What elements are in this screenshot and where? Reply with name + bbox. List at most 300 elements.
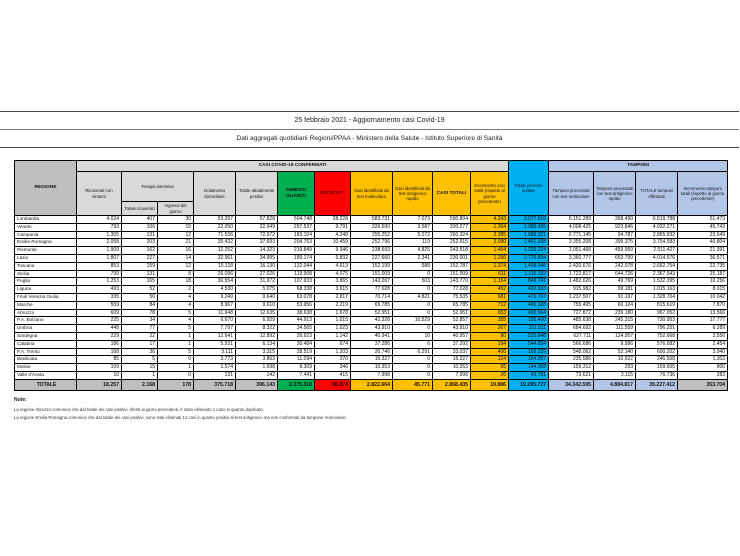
value-cell: 0	[393, 309, 433, 317]
value-cell: 8.309	[278, 364, 315, 372]
value-cell: 5	[158, 309, 194, 317]
value-cell: 1.203	[315, 348, 351, 356]
note-line-abruzzo: La regione Abruzzo comunica che dal totale dei casi positivi, riferiti ai giorni precedenti, è stato eliminato 1 caso in quanto duplicato.	[14, 407, 264, 412]
total-label-cell: TOTALE	[15, 379, 77, 390]
value-cell: 611	[471, 270, 509, 278]
value-cell: 4.248	[315, 231, 351, 239]
value-cell: 1.408.946	[509, 262, 549, 270]
value-cell: 14.323	[236, 247, 278, 255]
total-value-cell: 2.868.435	[433, 379, 471, 390]
region-cell: Molise	[15, 364, 77, 372]
value-cell: 52.951	[351, 309, 393, 317]
value-cell: 22	[122, 332, 158, 340]
value-cell: 52	[122, 286, 158, 294]
value-cell: 2.367.543	[636, 270, 678, 278]
value-cell: 195.490	[509, 317, 549, 325]
value-cell: 10.353	[351, 364, 393, 372]
value-cell: 6.134	[236, 340, 278, 348]
region-cell: Sardegna	[15, 332, 77, 340]
region-cell: Umbria	[15, 325, 77, 333]
value-cell: 77.028	[351, 286, 393, 294]
value-cell: 43.910	[433, 325, 471, 333]
total-value-cell: 34.342.595	[549, 379, 594, 390]
region-cell: P.A. Bolzano	[15, 317, 77, 325]
region-cell: Piemonte	[15, 247, 77, 255]
value-cell: 793	[77, 223, 122, 231]
value-cell: 159.312	[549, 364, 594, 372]
value-cell: 26	[471, 371, 509, 379]
value-cell: 2.058	[77, 239, 122, 247]
table-row	[15, 286, 728, 294]
value-cell: 8	[158, 270, 194, 278]
value-cell: 730.953	[636, 317, 678, 325]
value-cell: 142	[236, 371, 278, 379]
value-cell: 493.564	[509, 309, 549, 317]
value-cell: 297.537	[278, 223, 315, 231]
value-cell: 189.174	[278, 254, 315, 262]
value-cell: 1.461.938	[509, 239, 549, 247]
value-cell: 230.001	[433, 254, 471, 262]
total-value-cell: 96.974	[315, 379, 351, 390]
region-cell: Puglia	[15, 278, 77, 286]
value-cell: 674	[315, 340, 351, 348]
value-cell: 2	[158, 286, 194, 294]
value-cell: 3.111	[194, 348, 236, 356]
value-cell: 293	[594, 364, 636, 372]
table-row	[15, 239, 728, 247]
value-cell: 368.499	[594, 216, 636, 224]
value-cell: 33.037	[433, 348, 471, 356]
value-cell: 60.124	[594, 301, 636, 309]
table-row	[15, 309, 728, 317]
value-cell: 17.777	[678, 317, 728, 325]
table-row	[15, 317, 728, 325]
value-cell: 7.441	[278, 371, 315, 379]
region-cell: Toscana	[15, 262, 77, 270]
value-cell: 40.804	[678, 239, 728, 247]
value-cell: 3.587	[393, 223, 433, 231]
value-cell: 6	[393, 340, 433, 348]
value-cell: 923.846	[594, 223, 636, 231]
value-cell: 1.304	[471, 223, 509, 231]
value-cell: 252.915	[433, 239, 471, 247]
region-cell: Basilicata	[15, 356, 77, 364]
value-cell: 967.052	[636, 309, 678, 317]
value-cell: 849.741	[509, 278, 549, 286]
value-cell: 493	[77, 286, 122, 294]
table-row	[15, 356, 728, 364]
value-cell: 727.872	[549, 309, 594, 317]
page-title: 25 febbraio 2021 - Aggiornamento casi Covid-19	[294, 117, 445, 124]
value-cell: 1.303	[678, 356, 728, 364]
table-row	[15, 348, 728, 356]
value-cell: 45.743	[678, 223, 728, 231]
value-cell: 40.941	[351, 332, 393, 340]
region-cell: Sicilia	[15, 270, 77, 278]
value-cell: 3.077.516	[509, 216, 549, 224]
value-cell: 544.654	[509, 340, 549, 348]
value-cell: 503	[393, 278, 433, 286]
total-value-cell: 178	[158, 379, 194, 390]
group-header-tamponi: TAMPONI	[549, 161, 728, 172]
value-cell: 53.956	[278, 301, 315, 309]
value-cell: 4.821	[393, 293, 433, 301]
value-cell: 4.024	[77, 216, 122, 224]
total-value-cell: 39.227.412	[636, 379, 678, 390]
region-cell: Campania	[15, 231, 77, 239]
value-cell: 124.957	[594, 332, 636, 340]
value-cell: 4.825	[393, 247, 433, 255]
col-header-incremento-casi: Incremento casi totali (rispetto al giorno precedente)	[471, 172, 509, 216]
value-cell: 9.610	[236, 301, 278, 309]
value-cell: 132.044	[278, 262, 315, 270]
table-row	[15, 364, 728, 372]
value-cell: 2.865.932	[636, 231, 678, 239]
col-header-ricoverati: Ricoverati con sintomi	[77, 172, 122, 216]
value-cell: 51.473	[678, 216, 728, 224]
value-cell: 18	[158, 278, 194, 286]
value-cell: 77	[122, 325, 158, 333]
value-cell: 4.530	[194, 286, 236, 294]
value-cell: 37.286	[351, 340, 393, 348]
value-cell: 152.787	[433, 262, 471, 270]
value-cell: 225	[77, 317, 122, 325]
value-cell: 4	[158, 293, 194, 301]
table-row	[15, 325, 728, 333]
value-cell: 119	[393, 239, 433, 247]
value-cell: 162	[122, 247, 158, 255]
value-cell: 37.693	[236, 239, 278, 247]
value-cell: 752.668	[636, 332, 678, 340]
value-cell: 588	[393, 262, 433, 270]
value-cell: 799	[77, 270, 122, 278]
value-cell: 5.072	[393, 231, 433, 239]
value-cell: 111.559	[594, 325, 636, 333]
value-cell: 43.910	[351, 325, 393, 333]
value-cell: 0	[393, 270, 433, 278]
value-cell: 681	[471, 293, 509, 301]
value-cell: 6.670	[194, 317, 236, 325]
value-cell: 9.346	[315, 247, 351, 255]
value-cell: 168	[77, 348, 122, 356]
value-cell: 2.090	[471, 239, 509, 247]
value-cell: 5	[158, 325, 194, 333]
value-cell: 243.518	[433, 247, 471, 255]
value-cell: 326.690	[351, 223, 393, 231]
value-cell: 204.763	[278, 239, 315, 247]
value-cell: 915.982	[549, 286, 594, 294]
value-cell: 1.678	[315, 309, 351, 317]
value-cell: 1.015	[315, 317, 351, 325]
value-cell: 2.219	[315, 301, 351, 309]
value-cell: 1.253	[77, 278, 122, 286]
value-cell: 37.292	[433, 340, 471, 348]
value-cell: 5	[158, 348, 194, 356]
value-cell: 72.972	[236, 231, 278, 239]
value-cell: 1.389.455	[509, 223, 549, 231]
table-row	[15, 293, 728, 301]
value-cell: 76.736	[636, 371, 678, 379]
value-cell: 106	[122, 223, 158, 231]
value-cell: 3.315	[236, 348, 278, 356]
value-cell: 1.482.626	[549, 278, 594, 286]
value-cell: 1.023	[315, 325, 351, 333]
value-cell: 107.933	[278, 278, 315, 286]
value-cell: 1	[122, 371, 158, 379]
value-cell: 495.328	[509, 301, 549, 309]
value-cell: 0	[393, 325, 433, 333]
value-cell: 2.420.676	[549, 262, 594, 270]
value-cell: 0	[158, 371, 194, 379]
value-cell: 796.251	[636, 325, 678, 333]
value-cell: 311.511	[509, 325, 549, 333]
value-cell: 9.791	[315, 223, 351, 231]
value-cell: 684.692	[549, 325, 594, 333]
table-row	[15, 223, 728, 231]
value-cell: 0	[393, 286, 433, 294]
table-row	[15, 247, 728, 255]
value-cell: 34.565	[278, 325, 315, 333]
value-cell: 52.857	[433, 317, 471, 325]
value-cell: 2.454	[678, 340, 728, 348]
value-cell: 26.923	[278, 332, 315, 340]
value-cell: 65.785	[351, 301, 393, 309]
value-cell: 406	[471, 348, 509, 356]
region-cell: Veneto	[15, 223, 77, 231]
value-cell: 473.707	[509, 293, 549, 301]
value-cell: 131	[122, 231, 158, 239]
value-cell: 70.714	[351, 293, 393, 301]
value-cell: 4.008.425	[549, 223, 594, 231]
table-body	[15, 216, 728, 391]
value-cell: 355	[471, 317, 509, 325]
value-cell: 22.735	[678, 262, 728, 270]
value-cell: 229	[77, 332, 122, 340]
value-cell: 800	[678, 364, 728, 372]
value-cell: 12.252	[194, 247, 236, 255]
table-row	[15, 231, 728, 239]
table-row	[15, 371, 728, 379]
value-cell: 227.660	[351, 254, 393, 262]
value-cell: 21	[158, 239, 194, 247]
region-cell: Abruzzo	[15, 309, 77, 317]
value-cell: 853	[77, 262, 122, 270]
value-cell: 164.007	[509, 356, 549, 364]
value-cell: 238.693	[351, 247, 393, 255]
value-cell: 77.028	[433, 286, 471, 294]
value-cell: 30.554	[194, 278, 236, 286]
value-cell: 10	[77, 371, 122, 379]
value-cell: 5.931	[194, 340, 236, 348]
value-cell: 159	[122, 262, 158, 270]
value-cell: 452	[471, 286, 509, 294]
value-cell: 73.621	[549, 371, 594, 379]
value-cell: 252.796	[351, 239, 393, 247]
value-cell: 399.375	[594, 239, 636, 247]
value-cell: 23.649	[678, 231, 728, 239]
col-header-casi-molecolare: Casi identificati da test molecolare	[351, 172, 393, 216]
value-cell: 12.635	[236, 309, 278, 317]
group-header-casi-confermati: CASI COVID-19 CONFERMATI	[77, 161, 509, 172]
col-header-positivi: Totale attualmente positivi	[236, 172, 278, 216]
value-cell: 1.142	[315, 332, 351, 340]
value-cell: 2.051.468	[549, 247, 594, 255]
value-cell: 9.640	[236, 293, 278, 301]
value-cell: 755.495	[549, 301, 594, 309]
table-total-row	[15, 379, 728, 390]
value-cell: 548.062	[549, 348, 594, 356]
value-cell: 7.073	[393, 216, 433, 224]
value-cell: 16	[393, 332, 433, 340]
value-cell: 583.731	[351, 216, 393, 224]
value-cell: 283	[678, 371, 728, 379]
value-cell: 2.817	[315, 293, 351, 301]
value-cell: 15	[158, 223, 194, 231]
value-cell: 2.662.754	[636, 262, 678, 270]
value-cell: 17	[122, 340, 158, 348]
value-cell: 8.015	[678, 286, 728, 294]
note-line-emilia-romagna: La regione Emilia Romagna comunica che dal totale dei casi positivi, sono stati eliminati 14 casi in quanto positivi al test antigenico ma non confermati da tampone molecolare.	[14, 414, 347, 420]
value-cell: 10.256	[678, 278, 728, 286]
value-cell: 3.115	[594, 371, 636, 379]
total-value-cell: 353.704	[678, 379, 728, 390]
value-cell: 91.197	[594, 293, 636, 301]
value-cell: 9.996	[594, 340, 636, 348]
value-cell: 151.009	[351, 270, 393, 278]
value-cell: 3.754.583	[636, 239, 678, 247]
value-cell: 109	[77, 364, 122, 372]
value-cell: 38.638	[278, 309, 315, 317]
value-cell: 242.078	[594, 262, 636, 270]
value-cell: 28.228	[315, 216, 351, 224]
value-cell: 6.929	[236, 317, 278, 325]
col-header-regione: REGIONE	[15, 161, 77, 216]
value-cell: 203	[122, 239, 158, 247]
value-cell: 6.519.788	[636, 216, 678, 224]
total-value-cell: 19.886	[471, 379, 509, 390]
value-cell: 5	[122, 356, 158, 364]
region-cell: Lombardia	[15, 216, 77, 224]
value-cell: 186	[77, 340, 122, 348]
table-row	[15, 254, 728, 262]
value-cell: 1.988.321	[509, 231, 549, 239]
value-cell: 151.009	[433, 270, 471, 278]
value-cell: 144.368	[509, 364, 549, 372]
value-cell: 1.233.224	[509, 247, 549, 255]
value-cell: 1.305	[77, 231, 122, 239]
col-header-terapia-totale: Totale ricoverati	[122, 202, 158, 216]
value-cell: 6.151.289	[549, 216, 594, 224]
value-cell: 1.807	[77, 254, 122, 262]
value-cell: 84	[122, 301, 158, 309]
total-value-cell: 45.771	[393, 379, 433, 390]
value-cell: 2.776.834	[509, 254, 549, 262]
col-header-deceduti: DECEDUTI	[315, 172, 351, 216]
value-cell: 0	[393, 356, 433, 364]
value-cell: 15.118	[194, 262, 236, 270]
value-cell: 68.338	[278, 286, 315, 294]
value-cell: 2.511.427	[636, 247, 678, 255]
table-row	[15, 270, 728, 278]
value-cell: 1.909	[77, 247, 122, 255]
value-cell: 53.397	[194, 216, 236, 224]
value-cell: 609	[77, 309, 122, 317]
value-cell: 165	[122, 278, 158, 286]
value-cell: 712	[471, 301, 509, 309]
value-cell: 8.322	[236, 325, 278, 333]
value-cell: 1.328.704	[636, 293, 678, 301]
total-value-cell: 2.168	[122, 379, 158, 390]
value-cell: 653.799	[594, 254, 636, 262]
value-cell: 36	[122, 348, 158, 356]
value-cell: 1.722.817	[549, 270, 594, 278]
value-cell: 49.769	[594, 278, 636, 286]
col-header-tamponi-antigenico: Tamponi processati con test antigenico rapido	[594, 172, 636, 216]
total-value-cell: 396.143	[236, 379, 278, 390]
value-cell: 260.324	[433, 231, 471, 239]
value-cell: 5.075	[236, 286, 278, 294]
value-cell: 653	[471, 309, 509, 317]
value-cell: 1.154	[471, 278, 509, 286]
value-cell: 12.641	[194, 332, 236, 340]
value-cell: 15	[122, 364, 158, 372]
value-cell: 245.315	[594, 317, 636, 325]
total-value-cell: 18.257	[77, 379, 122, 390]
title-block	[0, 111, 739, 148]
value-cell: 26.096	[194, 270, 236, 278]
value-cell: 239.180	[594, 309, 636, 317]
col-header-incremento-tamponi: Incremento tamponi totali (rispetto al giorno precedente)	[678, 172, 728, 216]
notes-section	[14, 397, 714, 420]
value-cell: 80	[471, 332, 509, 340]
value-cell: 3.556	[678, 332, 728, 340]
value-cell: 627.711	[549, 332, 594, 340]
page-subtitle: Dati aggregati quotidiani Regioni/PPAA - Ministero della Salute - Istituto Superiore di Sanità	[0, 129, 739, 147]
region-cell: Friuli Venezia Giulia	[15, 293, 77, 301]
value-cell: 21.391	[678, 247, 728, 255]
value-cell: 3.865	[315, 278, 351, 286]
col-header-tamponi-totale: TOTALE tamponi effettuati	[636, 172, 678, 216]
value-cell: 1.532.395	[636, 278, 678, 286]
value-cell: 3.773	[194, 356, 236, 364]
value-cell: 590.804	[433, 216, 471, 224]
value-cell: 169.229	[509, 348, 549, 356]
value-cell: 2.771.145	[549, 231, 594, 239]
value-cell: 57.828	[236, 216, 278, 224]
region-cell: Liguria	[15, 286, 77, 294]
value-cell: 6.289	[678, 325, 728, 333]
value-cell: 159.605	[636, 364, 678, 372]
col-header-tamponi-molecolare: Tamponi processati con test molecolare	[549, 172, 594, 216]
value-cell: 10.042	[678, 293, 728, 301]
value-cell: 267	[471, 325, 509, 333]
notes-label: Note:	[14, 397, 27, 403]
value-cell: 11.094	[278, 356, 315, 364]
value-cell: 7.998	[433, 371, 471, 379]
value-cell: 370	[315, 356, 351, 364]
value-cell: 485.638	[549, 317, 594, 325]
col-header-casi-antigenico: Casi identificati da test antigenico rapido	[393, 172, 433, 216]
value-cell: 1.374	[471, 262, 509, 270]
value-cell: 0	[393, 301, 433, 309]
col-header-terapia-ingressi: Ingressi del giorno	[158, 202, 194, 216]
value-cell: 9.249	[194, 293, 236, 301]
value-cell: 15.327	[351, 356, 393, 364]
value-cell: 143.267	[351, 278, 393, 286]
value-cell: 7.870	[678, 301, 728, 309]
value-cell: 15.327	[433, 356, 471, 364]
value-cell: 407	[122, 216, 158, 224]
